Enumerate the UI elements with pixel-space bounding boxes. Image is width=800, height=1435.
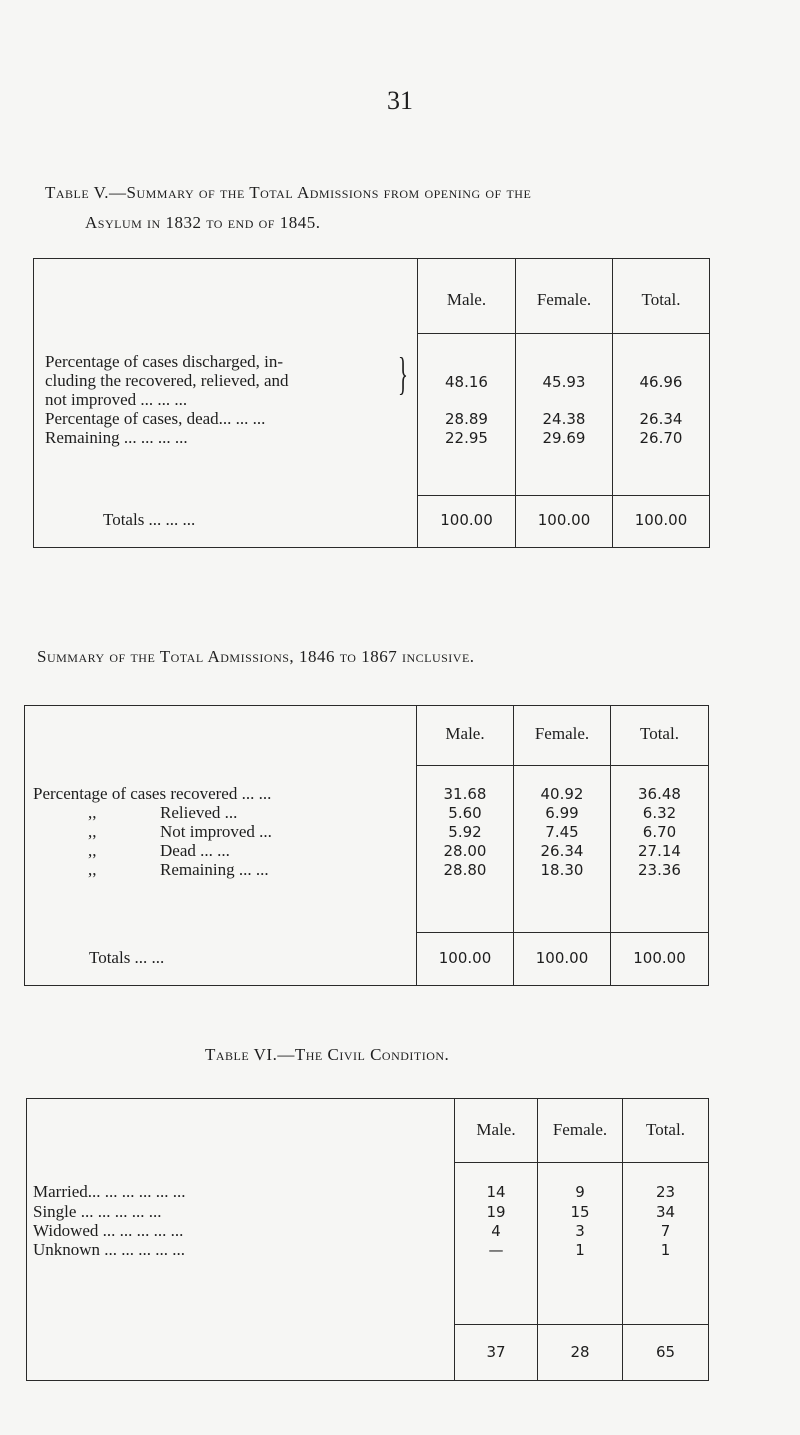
summary2-totals-label: Totals ... ... (89, 948, 165, 967)
table5-row1-label-line1: Percentage of cases discharged, in- (45, 352, 284, 371)
table6-row1-total: 23 (655, 1183, 676, 1201)
table6-header-total: Total. (646, 1120, 685, 1139)
summary2-row1-male: 31.68 (443, 785, 487, 803)
table5-header-female: Female. (536, 290, 592, 309)
summary2-row4-male: 28.00 (443, 842, 487, 860)
summary2-row1-female: 40.92 (540, 785, 584, 803)
summary2-row3-male: 5.92 (448, 823, 482, 841)
table5-row1-male: 48.16 (445, 373, 488, 391)
summary2-row1-total: 36.48 (638, 785, 681, 803)
table6-row4-label: Unknown ... ... ... ... ... (33, 1240, 186, 1259)
table6-totals-female: 28 (570, 1343, 590, 1361)
table6-row2-label: Single ... ... ... ... ... (33, 1202, 162, 1221)
summary2-totals-female: 100.00 (535, 949, 589, 967)
table5-title (45, 178, 775, 238)
summary2-row2-female: 6.99 (545, 804, 579, 822)
table5-row2-total: 26.34 (639, 410, 683, 428)
summary2-row4-ditto: ,, (88, 841, 97, 860)
summary2-row4-total: 27.14 (638, 842, 681, 860)
table5-title-line2: Asylum in 1832 to end of 1845. (85, 213, 321, 232)
table6-row1-female: 9 (575, 1183, 585, 1201)
summary2-title-main: Summary of the Total Admissions, (37, 647, 295, 666)
table6-title-prefix: Table VI. (205, 1045, 278, 1064)
table6-row4-male: — (488, 1241, 504, 1259)
summary2-row3-female: 7.45 (545, 823, 579, 841)
table6-row4-total: 1 (660, 1241, 671, 1259)
table5-row2-male: 28.89 (445, 410, 488, 428)
table5-row2-female: 24.38 (542, 410, 586, 428)
summary2-row3-ditto: ,, (88, 822, 97, 841)
summary2-title-rest: 1846 to 1867 inclusive. (298, 647, 475, 666)
table6-row3-total: 7 (660, 1222, 671, 1240)
table5-row1-total: 46.96 (639, 373, 683, 391)
table5-row1-label-line3: not improved ... ... ... (45, 390, 188, 409)
table6-row1-label: Married... ... ... ... ... ... (33, 1182, 186, 1201)
brace-icon: } (398, 348, 408, 399)
table6-header-female: Female. (552, 1120, 608, 1139)
table5-row3-label: Remaining ... ... ... ... (45, 428, 188, 447)
table6-totals-male: 37 (486, 1343, 506, 1361)
table5-header-male: Male. (446, 290, 487, 309)
table5-totals-label: Totals ... ... ... (103, 510, 196, 529)
table5-row1-label-line2: cluding the recovered, relieved, and (45, 371, 289, 390)
table6-header-male: Male. (476, 1120, 516, 1139)
table6-totals-total: 65 (655, 1343, 676, 1361)
table5-row3-total: 26.70 (639, 429, 683, 447)
table6-row3-label: Widowed ... ... ... ... ... (33, 1221, 184, 1240)
summary2-totals-male: 100.00 (438, 949, 492, 967)
summary2-row1-label: Percentage of cases recovered ... ... (33, 784, 272, 803)
summary2-row2-ditto: ,, (88, 803, 97, 822)
table6-row3-female: 3 (575, 1222, 585, 1240)
summary2-totals-total: 100.00 (633, 949, 686, 967)
table5-totals-female: 100.00 (537, 511, 591, 529)
summary2-row5-female: 18.30 (540, 861, 584, 879)
summary2-row5-ditto: ,, (88, 860, 97, 879)
summary2-row4-label: Dead ... ... (160, 841, 230, 860)
table6-row3-male: 4 (491, 1222, 501, 1240)
summary2-row5-male: 28.80 (443, 861, 487, 879)
table6-title (205, 1040, 800, 1070)
summary2-header-male: Male. (445, 724, 485, 743)
summary2-header-total: Total. (640, 724, 679, 743)
table5-row3-female: 29.69 (542, 429, 586, 447)
summary2-row5-total: 23.36 (638, 861, 681, 879)
summary2-row3-label: Not improved ... (160, 822, 272, 841)
table5-row1-female: 45.93 (542, 373, 586, 391)
summary2-row5-label: Remaining ... ... (160, 860, 269, 879)
table5-title-prefix: Table V. (45, 183, 109, 202)
table6-row4-female: 1 (575, 1241, 585, 1259)
table5-totals-total: 100.00 (634, 511, 688, 529)
table5-header-total: Total. (641, 290, 681, 309)
table6-row2-male: 19 (486, 1203, 506, 1221)
table6-row2-total: 34 (655, 1203, 676, 1221)
summary2-row4-female: 26.34 (540, 842, 584, 860)
table6-row1-male: 14 (486, 1183, 506, 1201)
table6-title-rest: —The Civil Condition. (277, 1045, 450, 1064)
summary2-row2-total: 6.32 (642, 804, 677, 822)
table5-row2-label: Percentage of cases, dead... ... ... (45, 409, 266, 428)
summary2-title (37, 642, 767, 672)
summary2-header-female: Female. (534, 724, 590, 743)
summary2-row2-male: 5.60 (448, 804, 482, 822)
table5-totals-male: 100.00 (440, 511, 493, 529)
table5-title-rest: —Summary of the Total Admissions from opening of the (109, 183, 532, 202)
page-number: 31 (387, 86, 413, 115)
summary2-row3-total: 6.70 (642, 823, 677, 841)
table5-row3-male: 22.95 (445, 429, 488, 447)
table6-row2-female: 15 (570, 1203, 590, 1221)
summary2-row2-label: Relieved ... (160, 803, 238, 822)
